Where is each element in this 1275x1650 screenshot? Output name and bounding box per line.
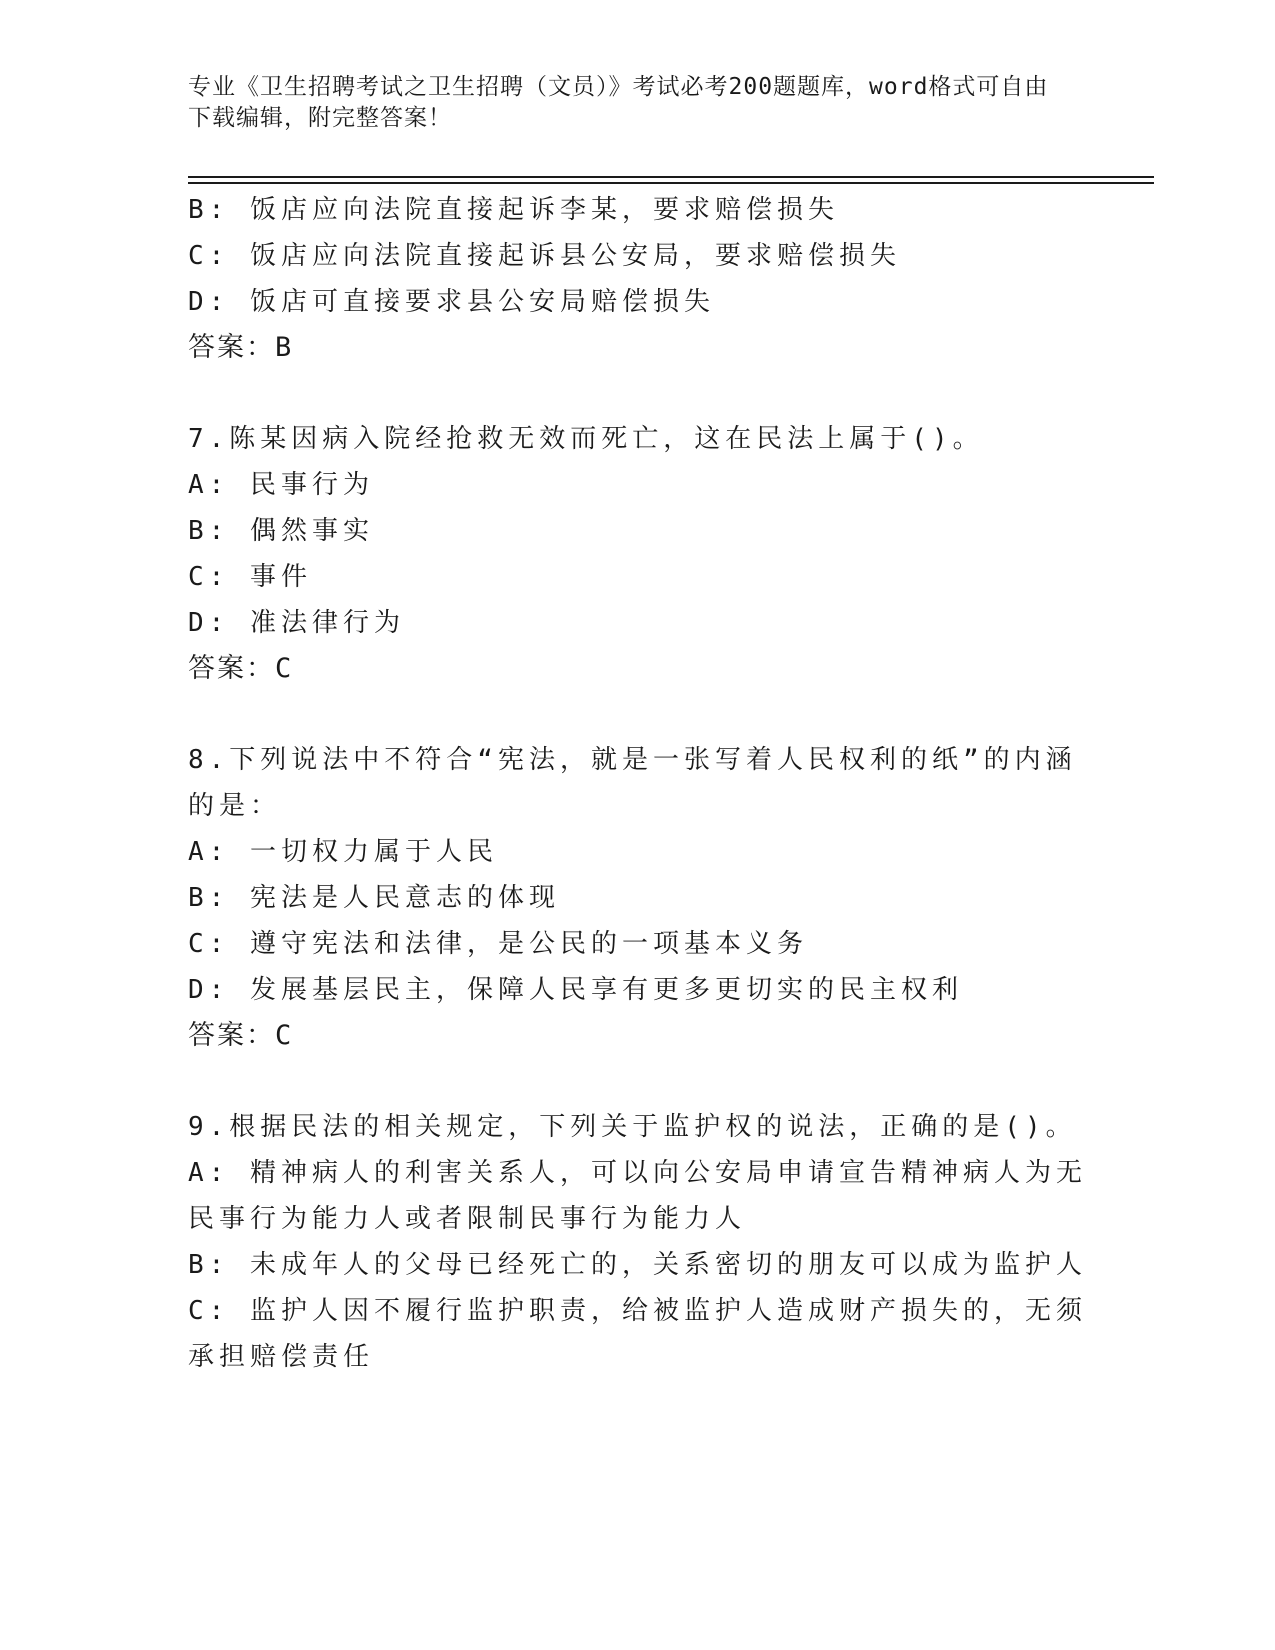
answer-line [188, 1013, 1088, 1059]
answer-line [188, 646, 1088, 692]
option-a: A: 精神病人的利害关系人，可以向公安局申请宣告精神病人为无民事行为能力人或者限制民事行为能力人 [188, 1158, 1087, 1234]
question-6-continued [188, 187, 1088, 371]
question-stem: 8.下列说法中不符合“宪法，就是一张写着人民权利的纸”的内涵的是： [188, 745, 1077, 821]
header-divider-top [188, 176, 1154, 178]
document-header: 专业《卫生招聘考试之卫生招聘（文员）》考试必考200题题库，word格式可自由下载编辑，附完整答案！ [188, 74, 1049, 131]
option-c: C: 遵守宪法和法律，是公民的一项基本义务 [188, 929, 808, 959]
option-b: B: 饭店应向法院直接起诉李某，要求赔偿损失 [188, 195, 839, 225]
question-gap [188, 692, 1088, 737]
option-d: D: 准法律行为 [188, 608, 405, 638]
answer-value: C [275, 653, 294, 684]
option-b: B: 未成年人的父母已经死亡的，关系密切的朋友可以成为监护人 [188, 1250, 1087, 1280]
question-stem: 9.根据民法的相关规定，下列关于监护权的说法，正确的是()。 [188, 1112, 1077, 1142]
answer-label: 答案： [188, 653, 275, 684]
answer-line [188, 325, 1088, 371]
option-a: A: 一切权力属于人民 [188, 837, 498, 867]
question-gap [188, 1059, 1088, 1104]
option-c: C: 饭店应向法院直接起诉县公安局，要求赔偿损失 [188, 241, 901, 271]
question-8 [188, 737, 1088, 1059]
document-body [188, 187, 1088, 1380]
option-d: D: 饭店可直接要求县公安局赔偿损失 [188, 287, 715, 317]
option-a: A: 民事行为 [188, 470, 374, 500]
answer-label: 答案： [188, 332, 275, 363]
question-9 [188, 1104, 1088, 1380]
option-c: C: 事件 [188, 562, 312, 592]
option-d: D: 发展基层民主，保障人民享有更多更切实的民主权利 [188, 975, 963, 1005]
question-gap [188, 371, 1088, 416]
option-b: B: 偶然事实 [188, 516, 374, 546]
answer-value: B [275, 332, 294, 363]
option-b: B: 宪法是人民意志的体现 [188, 883, 560, 913]
option-c: C: 监护人因不履行监护职责，给被监护人造成财产损失的，无须承担赔偿责任 [188, 1296, 1087, 1372]
question-stem: 7.陈某因病入院经抢救无效而死亡，这在民法上属于()。 [188, 424, 984, 454]
header-divider-bottom [188, 182, 1154, 184]
answer-value: C [275, 1020, 294, 1051]
question-7 [188, 416, 1088, 692]
answer-label: 答案： [188, 1020, 275, 1051]
